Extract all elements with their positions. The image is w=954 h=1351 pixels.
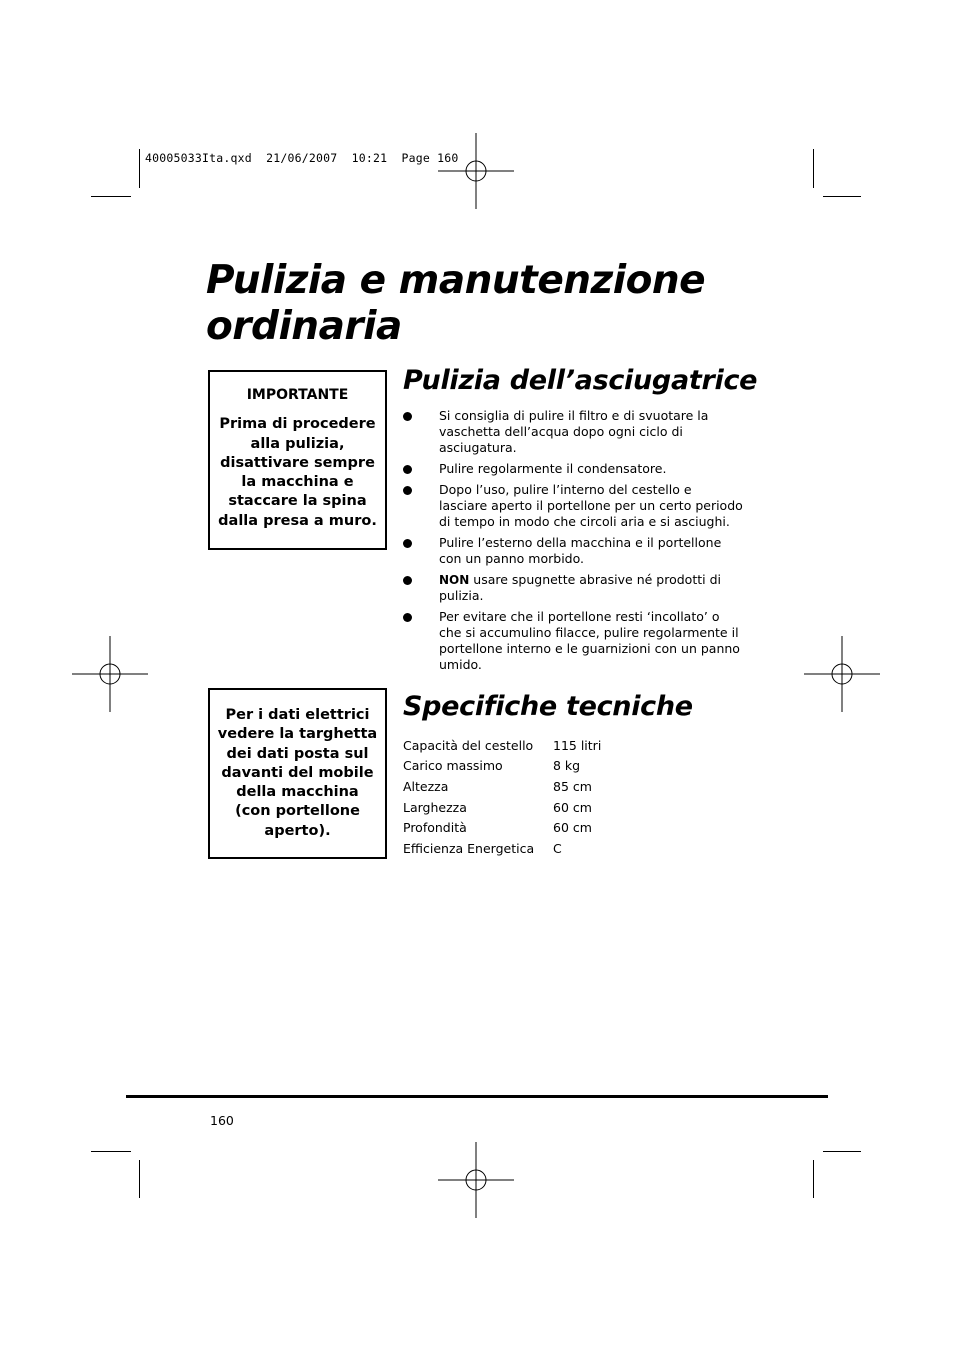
slug-time: 10:21 <box>351 151 388 165</box>
registration-mark-icon <box>804 636 880 712</box>
spec-label: Carico massimo <box>403 758 503 774</box>
important-notice-text: Prima di procedere alla pulizia, disattivare sempre la macchina e staccare la spina dalla presa a muro. <box>218 416 377 529</box>
footer-rule <box>126 1095 828 1098</box>
page-title-line2: ordinaria <box>206 304 402 349</box>
slug-page: Page 160 <box>401 151 459 165</box>
list-item <box>403 461 743 477</box>
crop-mark <box>813 1160 814 1198</box>
spec-value: 85 cm <box>553 778 592 794</box>
page-number: 160 <box>210 1113 234 1128</box>
spec-label: Profondità <box>403 820 467 836</box>
table-row <box>403 797 601 818</box>
spec-label: Capacità del cestello <box>403 737 534 753</box>
bullet-icon <box>403 539 412 548</box>
electrical-info-text: Per i dati elettrici vedere la targhetta dei dati posta sul davanti del mobile della macchina (con portellone aperto). <box>217 707 378 839</box>
registration-mark-icon <box>438 1142 514 1218</box>
spec-value: 60 cm <box>553 820 592 836</box>
slug-filename: 40005033Ita.qxd <box>145 151 252 165</box>
registration-mark-icon <box>72 636 148 712</box>
list-item-text: Si consiglia di pulire il filtro e di svuotare la vaschetta dell’acqua dopo ogni ciclo di asciugatura. <box>439 408 709 455</box>
cleaning-list <box>403 408 743 678</box>
table-row <box>403 776 601 797</box>
list-item-strong: NON <box>439 573 470 587</box>
important-notice-heading: IMPORTANTE <box>246 387 349 403</box>
crop-mark <box>139 1160 140 1198</box>
list-item <box>403 482 743 530</box>
table-row <box>403 838 601 859</box>
spec-value: 60 cm <box>553 799 592 815</box>
bullet-icon <box>403 465 412 474</box>
spec-value: 8 kg <box>553 758 581 774</box>
crop-mark <box>139 149 140 188</box>
bullet-icon <box>403 613 412 622</box>
crop-mark <box>823 196 861 197</box>
list-item <box>403 572 743 604</box>
print-slug <box>145 151 458 165</box>
list-item <box>403 609 743 673</box>
list-item-text: Per evitare che il portellone resti ‘incollato’ o che si accumulino filacce, pulire regolarmente il portellone interno e le guarnizioni con un panno umido. <box>439 609 740 672</box>
list-item-text: Pulire regolarmente il condensatore. <box>439 461 667 476</box>
crop-mark <box>813 149 814 188</box>
list-item <box>403 408 743 456</box>
list-item <box>403 535 743 567</box>
crop-mark <box>91 1151 131 1152</box>
page-title-line1: Pulizia e manutenzione <box>206 258 706 303</box>
spec-label: Efficienza Energetica <box>403 840 535 856</box>
specs-table <box>403 735 601 859</box>
spec-label: Altezza <box>403 778 449 794</box>
bullet-icon <box>403 486 412 495</box>
page-title <box>206 258 766 350</box>
table-row <box>403 735 601 756</box>
list-item-text: usare spugnette abrasive né prodotti di pulizia. <box>439 572 721 603</box>
slug-date: 21/06/2007 <box>266 151 338 165</box>
specs-heading: Specifiche tecniche <box>403 691 693 722</box>
list-item-text: Pulire l’esterno della macchina e il portellone con un panno morbido. <box>439 535 722 566</box>
bullet-icon <box>403 412 412 421</box>
important-notice-box <box>208 370 387 550</box>
spec-value: C <box>553 840 562 856</box>
crop-mark <box>823 1151 861 1152</box>
cleaning-heading: Pulizia dell’asciugatrice <box>403 365 758 396</box>
registration-mark-icon <box>438 133 514 209</box>
table-row <box>403 817 601 838</box>
list-item-text: Dopo l’uso, pulire l’interno del cestello e lasciare aperto il portellone per un certo periodo di tempo in modo che circoli aria e si asciughi. <box>439 482 743 529</box>
table-row <box>403 756 601 777</box>
spec-value: 115 litri <box>553 737 602 753</box>
bullet-icon <box>403 576 412 585</box>
electrical-info-box <box>208 688 387 859</box>
spec-label: Larghezza <box>403 799 467 815</box>
crop-mark <box>91 196 131 197</box>
